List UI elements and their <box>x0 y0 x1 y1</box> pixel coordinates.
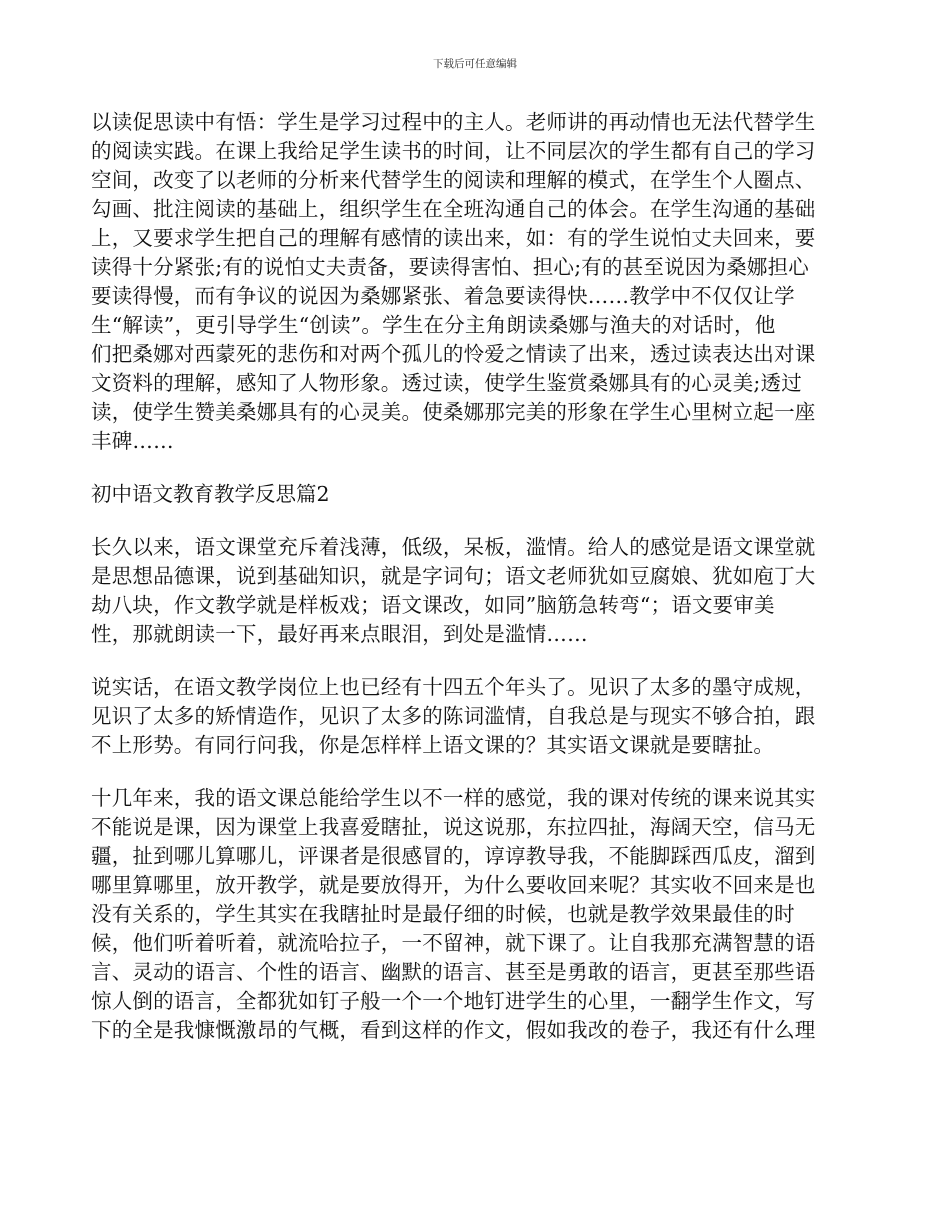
section-heading <box>91 480 861 509</box>
text-line: 读得十分紧张;有的说怕丈夫责备，要读得害怕、担心;有的甚至说因为桑娜担心 <box>91 255 810 279</box>
text-line: 不上形势。有同行问我，你是怎样样上语文课的？其实语文课就是要瞎扯。 <box>91 733 775 757</box>
text-line: 以读促思读中有悟：学生是学习过程中的主人。老师讲的再动情也无法代替学生 <box>91 110 816 134</box>
document-body <box>91 108 861 1069</box>
text-line: 长久以来，语文课堂充斥着浅薄，低级，呆板，滥情。给人的感觉是语文课堂就 <box>91 535 816 559</box>
text-line: 是思想品德课，说到基础知识，就是字词句；语文老师犹如豆腐娘、犹如庖丁大 <box>91 564 816 588</box>
text-line: 读，使学生赞美桑娜具有的心灵美。使桑娜那完美的形象在学生心里树立起一座 <box>91 400 816 424</box>
text-line: 不能说是课，因为课堂上我喜爱瞎扯，说这说那，东拉四扯，海阔天空，信马无 <box>91 815 816 839</box>
text-line: 疆，扯到哪儿算哪儿，评课者是很感冒的，谆谆教导我，不能脚踩西瓜皮，溜到 <box>91 844 816 868</box>
text-line: 生“解读”，更引导学生“创读”。学生在分主角朗读桑娜与渔夫的对话时，他 <box>91 313 776 337</box>
text-line: 性，那就朗读一下，最好再来点眼泪，到处是滥情…… <box>91 622 588 646</box>
text-line: 惊人倒的语言，全都犹如钉子般一个一个地钉进学生的心里，一翻学生作文，写 <box>91 989 816 1013</box>
text-line: 上，又要求学生把自己的理解有感情的读出来，如：有的学生说怕丈夫回来，要 <box>91 226 816 250</box>
text-line: 见识了太多的矫情造作，见识了太多的陈词滥情，自我总是与现实不够合拍，跟 <box>91 704 816 728</box>
text-line: 要读得慢，而有争议的说因为桑娜紧张、着急要读得快……教学中不仅仅让学 <box>91 284 795 308</box>
text-line: 们把桑娜对西蒙死的悲伤和对两个孤儿的怜爱之情读了出来，透过读表达出对课 <box>91 342 816 366</box>
paragraph <box>91 784 861 1045</box>
text-line: 十几年来，我的语文课总能给学生以不一样的感觉，我的课对传统的课来说其实 <box>91 786 816 810</box>
text-line: 没有关系的，学生其实在我瞎扯时是最仔细的时候，也就是教学效果最佳的时 <box>91 902 795 926</box>
text-line: 初中语文教育教学反思篇2 <box>91 482 330 506</box>
page-header: 下载后可任意编辑 <box>433 58 517 70</box>
paragraph <box>91 108 861 456</box>
text-line: 的阅读实践。在课上我给足学生读书的时间，让不同层次的学生都有自己的学习 <box>91 139 816 163</box>
text-line: 言、灵动的语言、个性的语言、幽默的语言、甚至是勇敢的语言，更甚至那些语 <box>91 960 816 984</box>
text-line: 空间，改变了以老师的分析来代替学生的阅读和理解的模式，在学生个人圈点、 <box>91 168 816 192</box>
text-line: 哪里算哪里，放开教学，就是要放得开，为什么要收回来呢？其实收不回来是也 <box>91 873 816 897</box>
text-line: 劫八块，作文教学就是样板戏；语文课改，如同”脑筋急转弯“；语文要审美 <box>91 593 775 617</box>
text-line: 勾画、批注阅读的基础上，组织学生在全班沟通自己的体会。在学生沟通的基础 <box>91 197 816 221</box>
text-line: 候，他们听着听着，就流哈拉子，一不留神，就下课了。让自我那充满智慧的语 <box>91 931 816 955</box>
text-line: 文资料的理解，感知了人物形象。透过读，使学生鉴赏桑娜具有的心灵美;透过 <box>91 371 802 395</box>
text-line: 下的全是我慷慨激昂的气概，看到这样的作文，假如我改的卷子，我还有什么理 <box>91 1018 816 1042</box>
paragraph <box>91 533 861 649</box>
text-line: 说实话，在语文教学岗位上也已经有十四五个年头了。见识了太多的墨守成规， <box>91 675 816 699</box>
text-line: 丰碑…… <box>91 429 174 453</box>
paragraph <box>91 673 861 760</box>
